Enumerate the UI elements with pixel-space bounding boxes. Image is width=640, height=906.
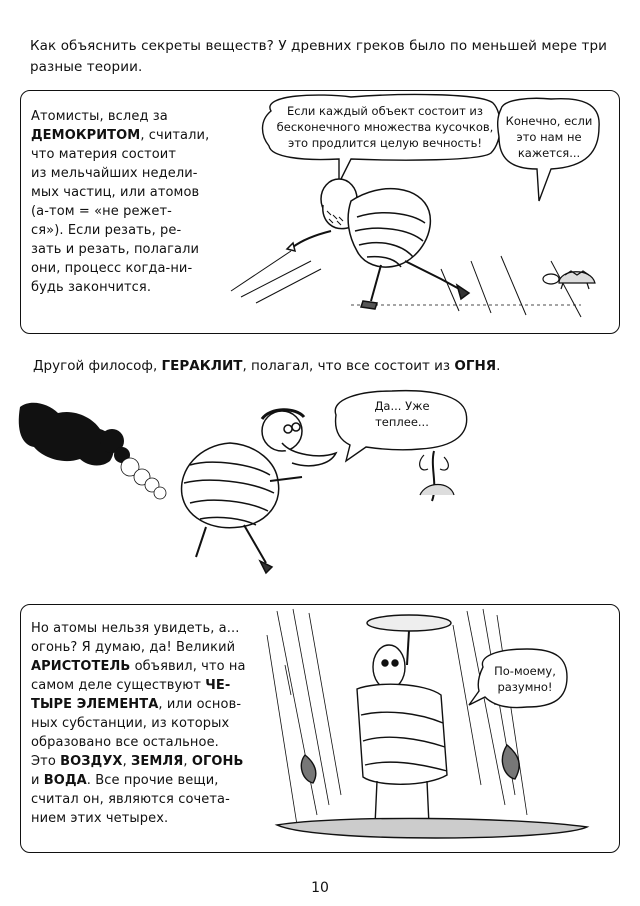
- heraclitus-name: ГЕРАКЛИТ: [161, 358, 243, 374]
- speech-bubble-heraclitus: [338, 398, 466, 430]
- caption-line: нием этих четырех.: [31, 811, 169, 826]
- turtle-illustration: [539, 261, 609, 291]
- caption-line: они, процесс когда-ни-: [31, 261, 193, 276]
- text-segment: , полагал, что все состоит из: [242, 358, 455, 374]
- caption-line: [31, 657, 261, 676]
- heraclitus-text: [33, 356, 593, 376]
- text-segment: .: [496, 358, 501, 374]
- caption-line: [31, 771, 261, 790]
- bubble-text: Конечно, если: [505, 114, 593, 128]
- caption-text: , или основ-: [158, 697, 242, 712]
- caption-line: Атомисты, вслед за: [31, 109, 168, 124]
- caption-line: что материя состоит: [31, 147, 177, 162]
- caption-line: [31, 676, 261, 695]
- element-water: ВОДА: [43, 773, 87, 788]
- text-segment: Другой философ,: [33, 358, 162, 374]
- caption-text: самом деле существуют: [31, 678, 206, 693]
- democritus-name: ДЕМОКРИТОМ: [31, 128, 141, 143]
- speech-bubble-turtle: [499, 113, 599, 161]
- caption-bold: ЧЕ-: [205, 678, 231, 693]
- caption-line: [31, 752, 261, 771]
- caption-line: Но атомы нельзя увидеть, а...: [31, 621, 240, 636]
- bubble-text: По-моему,: [494, 664, 556, 678]
- bubble-text: Если каждый объект состоит из: [286, 104, 484, 118]
- aristotle-illustration: [257, 605, 617, 852]
- bubble-text: теплее...: [375, 415, 429, 429]
- element-earth: ЗЕМЛЯ: [131, 754, 184, 769]
- bubble-text: это нам не: [516, 130, 582, 144]
- page-number: 10: [311, 880, 329, 896]
- intro-text: [30, 36, 610, 78]
- heraclitus-illustration: [0, 385, 640, 585]
- comic-panel-democritus: [20, 90, 620, 334]
- bubble-text: Да... Уже: [374, 399, 430, 413]
- democritus-illustration: [271, 161, 471, 331]
- intro-line-2: разные теории.: [30, 59, 143, 75]
- fire-word: ОГНЯ: [454, 358, 497, 374]
- caption-line: зать и резать, полагали: [31, 242, 200, 257]
- caption-line: из мельчайших недели-: [31, 166, 198, 181]
- caption-line: образовано все остальное.: [31, 735, 219, 750]
- intro-line-1: Как объяснить секреты веществ? У древних греков было по меньшей мере три: [30, 38, 608, 54]
- aristotle-name: АРИСТОТЕЛЬ: [31, 659, 131, 674]
- caption-line: (а-том = «не режет-: [31, 204, 172, 219]
- caption-text: ,: [183, 754, 192, 769]
- caption-line: считал он, являются сочета-: [31, 792, 230, 807]
- element-air: ВОЗДУХ: [60, 754, 123, 769]
- panel3-caption: [31, 619, 261, 828]
- caption-line: огонь? Я думаю, да! Великий: [31, 640, 236, 655]
- caption-line: ся»). Если резать, ре-: [31, 223, 182, 238]
- caption-line: ных субстанции, из которых: [31, 716, 230, 731]
- caption-text: . Все прочие вещи,: [86, 773, 219, 788]
- bubble-text: это продлится целую вечность!: [288, 136, 482, 150]
- bubble-text: бесконечного множества кусочков,: [276, 120, 494, 134]
- bubble-text: кажется...: [517, 146, 581, 160]
- caption-bold: ТЫРЕ ЭЛЕМЕНТА: [31, 697, 159, 712]
- caption-line: [31, 695, 261, 714]
- bubble-text: разумно!: [497, 680, 553, 694]
- caption-text: , считали,: [140, 128, 210, 143]
- element-fire: ОГОНЬ: [191, 754, 244, 769]
- speech-bubble-aristotle: [483, 663, 567, 695]
- caption-line: мых частиц, или атомов: [31, 185, 200, 200]
- caption-line: будь закончится.: [31, 280, 152, 295]
- caption-text: и: [31, 773, 44, 788]
- caption-text: объявил, что на: [130, 659, 246, 674]
- caption-text: ,: [122, 754, 132, 769]
- comic-panel-aristotle: [20, 604, 620, 853]
- caption-text: Это: [31, 754, 61, 769]
- speech-bubble-democritus: [269, 103, 501, 151]
